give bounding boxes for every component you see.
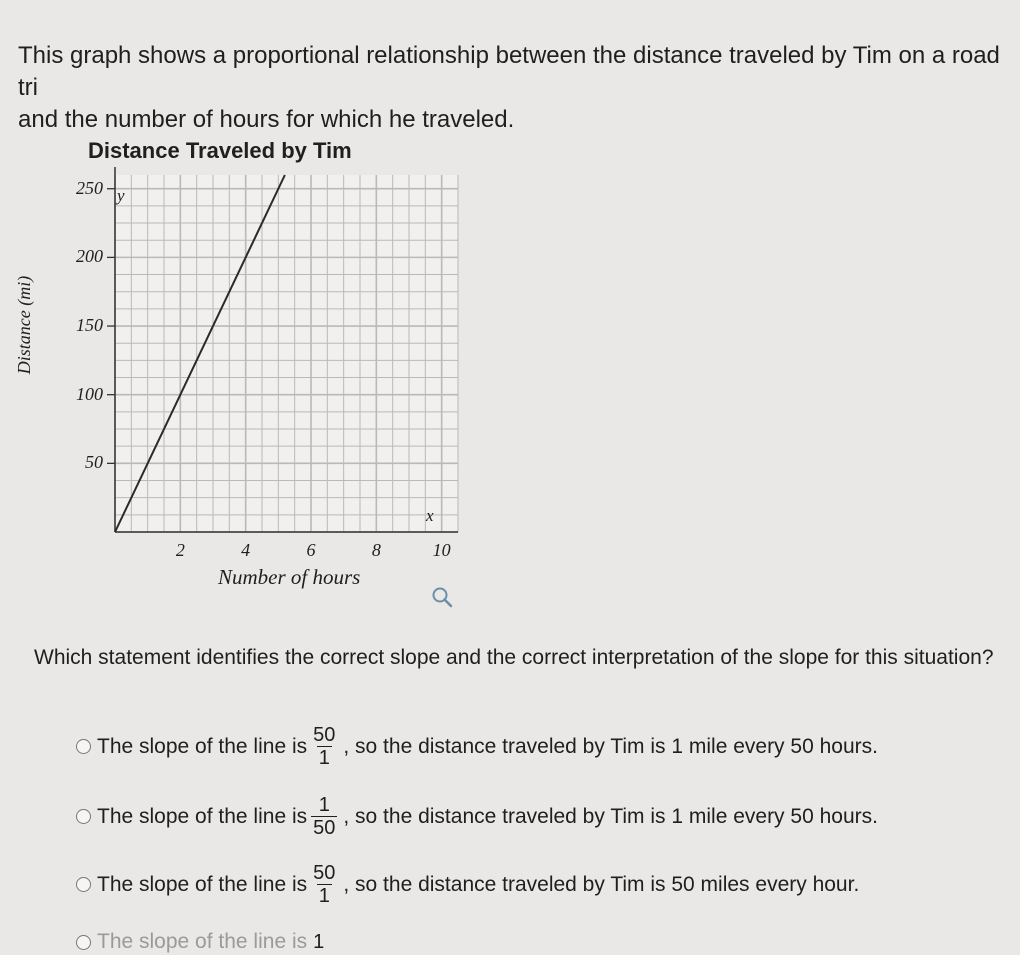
choice-b-numerator: 1 bbox=[318, 794, 330, 816]
radio-c[interactable] bbox=[76, 877, 91, 892]
question-text: Which statement identifies the correct slope and the correct interpretation of the slope for this situation? bbox=[34, 646, 994, 669]
y-axis-label: Distance (mi) bbox=[14, 275, 34, 375]
choice-d[interactable] bbox=[76, 930, 330, 954]
choice-a-denominator: 1 bbox=[318, 747, 330, 769]
choice-a[interactable] bbox=[76, 724, 878, 769]
choice-a-suffix: , so the distance traveled by Tim is 1 mile every 50 hours. bbox=[343, 734, 878, 758]
choice-a-prefix: The slope of the line is bbox=[97, 734, 308, 758]
y-tick-label: 250 bbox=[76, 177, 103, 198]
y-axis-variable: y bbox=[117, 186, 125, 205]
choice-b-fraction bbox=[311, 794, 337, 839]
x-axis-variable: x bbox=[426, 506, 434, 525]
y-tick-label: 100 bbox=[76, 383, 103, 404]
y-tick-label: 150 bbox=[76, 315, 103, 336]
plot-area bbox=[115, 175, 458, 532]
choice-a-fraction bbox=[311, 724, 337, 769]
x-axis-label: Number of hours bbox=[218, 565, 361, 589]
choice-b-suffix: , so the distance traveled by Tim is 1 mile every 50 hours. bbox=[343, 804, 878, 828]
choice-a-numerator: 50 bbox=[313, 724, 336, 746]
x-tick-label: 4 bbox=[241, 540, 251, 560]
intro-text: This graph shows a proportional relationship between the distance traveled by Tim on a road tri and the number of hours for which he traveled. bbox=[18, 42, 1000, 133]
choice-c-suffix: , so the distance traveled by Tim is 50 miles every hour. bbox=[343, 872, 860, 896]
choice-c[interactable] bbox=[76, 862, 859, 907]
x-tick-label: 6 bbox=[306, 540, 316, 560]
chart-title: Distance Traveled by Tim bbox=[88, 138, 352, 163]
choice-c-fraction bbox=[311, 862, 337, 907]
choice-b-denominator: 50 bbox=[313, 817, 336, 839]
radio-a[interactable] bbox=[76, 739, 91, 754]
choice-d-prefix: The slope of the line is bbox=[97, 930, 308, 953]
choice-c-numerator: 50 bbox=[313, 862, 336, 884]
choice-d-numerator: 1 bbox=[313, 931, 325, 953]
y-tick-label: 50 bbox=[85, 452, 103, 473]
x-tick-label: 8 bbox=[371, 540, 381, 560]
x-tick-label: 2 bbox=[175, 540, 185, 560]
choice-c-prefix: The slope of the line is bbox=[97, 872, 308, 896]
radio-d[interactable] bbox=[76, 935, 91, 950]
x-tick-label: 10 bbox=[432, 540, 451, 560]
chart-grid bbox=[115, 175, 458, 532]
choice-b[interactable] bbox=[76, 794, 878, 839]
choice-b-prefix: The slope of the line is bbox=[97, 804, 308, 828]
choice-c-denominator: 1 bbox=[318, 885, 330, 907]
y-tick-label: 200 bbox=[76, 246, 103, 267]
magnifier-icon[interactable] bbox=[430, 585, 456, 611]
choice-d-fraction bbox=[311, 931, 326, 953]
radio-b[interactable] bbox=[76, 809, 91, 824]
